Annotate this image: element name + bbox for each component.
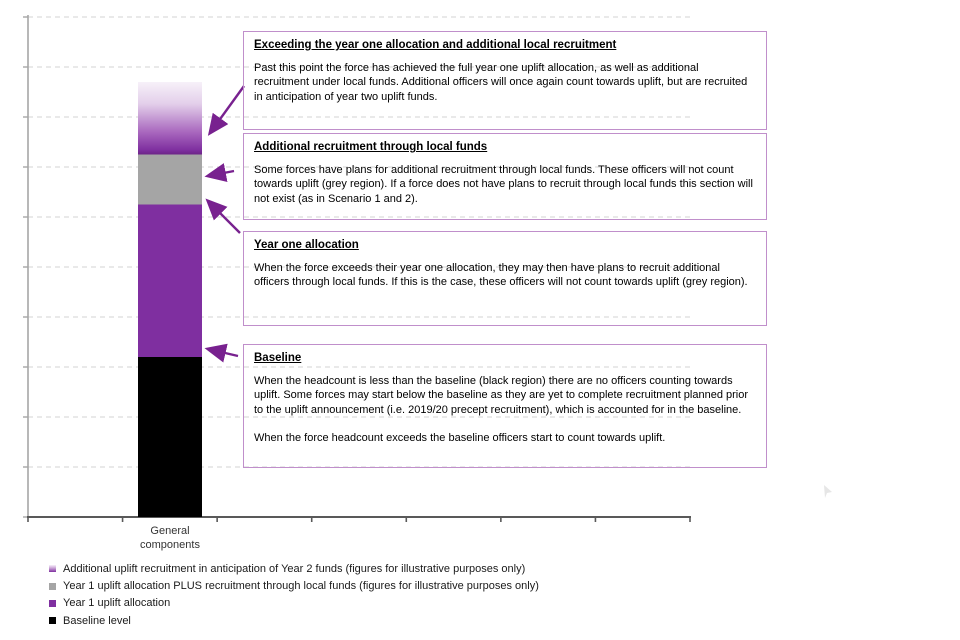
annotation-box-local-funds [243, 133, 767, 220]
annotation-body: When the force exceeds their year one allocation, they may then have plans to recruit additional officers through local funds. If this is the case, these officers will not count towards uplift (grey region). [254, 262, 748, 289]
arrow-to-baseline-segment [208, 349, 238, 356]
bar-segment-year-1-uplift-allocation [138, 205, 202, 358]
legend-item [49, 612, 539, 629]
x-axis-category-label: General components [140, 525, 200, 551]
bar-segment-baseline-level [138, 357, 202, 517]
faint-cursor-artifact [824, 485, 832, 498]
bar-segment-year-1-uplift-allocation-plus-recruitmen [138, 155, 202, 205]
annotation-box-year-one-allocation [243, 231, 767, 326]
annotation-title: Year one allocation [254, 239, 359, 251]
annotation-body: When the headcount is less than the baseline (black region) there are no officers counting towards uplift. Some forces may start below the baseline as they are yet to complete recruitment planned prior to the uplift announcement (i.e. 2019/20 precept recruitment), which is accounted for in the baseline. [254, 375, 749, 416]
legend-label: Year 1 uplift allocation [63, 597, 171, 610]
arrow-to-year2-segment [210, 86, 244, 133]
legend-item [49, 577, 539, 594]
legend-swatch-year2-gradient [49, 565, 56, 572]
annotation-arrows [208, 86, 244, 356]
annotation-box-baseline [243, 344, 767, 468]
legend-label: Additional uplift recruitment in anticipation of Year 2 funds (figures for illustrative purposes only) [63, 562, 526, 575]
legend-swatch-baseline-black [49, 617, 56, 624]
legend-label: Year 1 uplift allocation PLUS recruitment through local funds (figures for illustrative purposes only) [63, 580, 539, 593]
chart-legend [49, 560, 539, 630]
annotation-body: Past this point the force has achieved the full year one uplift allocation, as well as additional recruitment under local funds. Additional officers will once again count towards uplift, but are recruited in anticipation of year two uplift funds. [254, 62, 748, 103]
legend-item [49, 595, 539, 612]
annotation-title: Exceeding the year one allocation and additional local recruitment [254, 39, 617, 51]
annotation-body: Some forces have plans for additional recruitment through local funds. These officers will not count towards uplift (grey region). If a force does not have plans to recruit through local funds this section will not exist (as in Scenario 1 and 2). [254, 164, 753, 205]
legend-swatch-local-funds-grey [49, 583, 56, 590]
annotation-title: Additional recruitment through local funds [254, 141, 488, 153]
bar-segment-additional-uplift-recruitment-in-anticip [138, 82, 202, 155]
legend-swatch-year1-purple [49, 600, 56, 607]
legend-item [49, 560, 539, 577]
annotation-body: When the force headcount exceeds the baseline officers start to count towards uplift. [254, 431, 666, 444]
legend-label: Baseline level [63, 614, 131, 627]
annotation-title: Baseline [254, 352, 302, 364]
arrow-to-local-funds-segment [208, 171, 234, 176]
annotation-box-exceeding-year-one [243, 31, 767, 130]
